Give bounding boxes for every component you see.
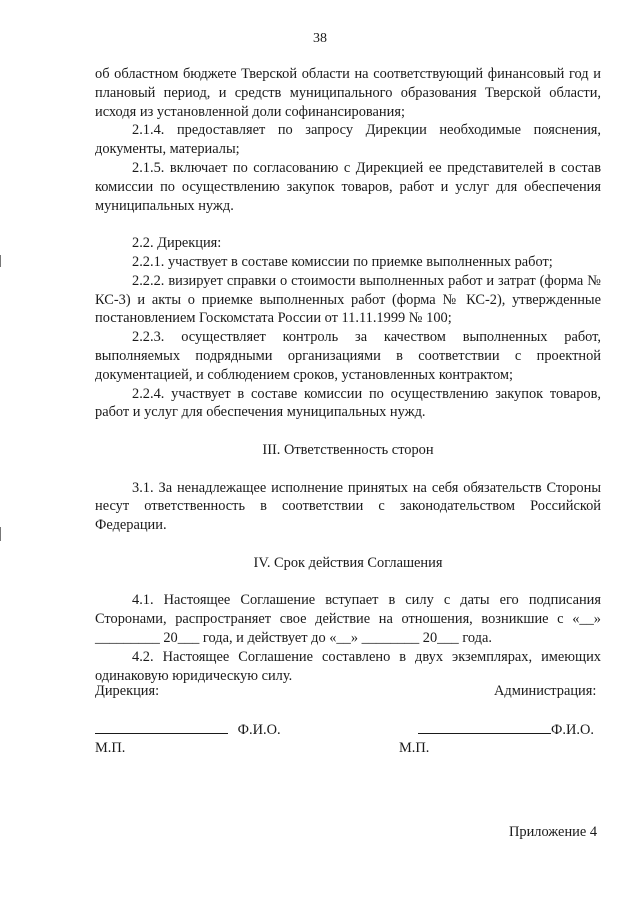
clause-3-1: 3.1. За ненадлежащее исполнение принятых на себя обязательств Стороны несут ответственность в соответствии с законодательством Российской Федерации. [95,479,601,534]
stamp-left: М.П. [95,740,126,756]
signature-line [95,733,228,734]
signature-left-label: Дирекция: [95,683,160,699]
signature-line [418,733,551,734]
scan-edge-mark [0,527,1,541]
fio-label-left: Ф.И.О. [237,722,281,738]
clause-4-1-dates: _________ 20___ года, и действует до «__» ________ 20___ года. [95,629,492,646]
clause-4-1 [95,591,601,647]
clause-4-1-text: 4.1. Настоящее Соглашение вступает в силу с даты его подписания Сторонами, распространяет свое действие на отношения, возникшие с «__» [95,592,601,628]
page-number: 38 [313,31,327,46]
stamp-right: М.П. [399,740,430,756]
appendix-label: Приложение 4 [509,824,598,840]
section-heading-3: III. Ответственность сторон [262,441,434,458]
document-body [95,65,601,685]
clause-2-1-4: 2.1.4. предоставляет по запросу Дирекции необходимые пояснения, документы, материалы; [95,122,601,158]
paragraph-intro: об областном бюджете Тверской области на соответствующий финансовый год и плановый период, и средств муниципального образования Тверской области, исходя из установленной доли софинансирования; [95,66,601,120]
clause-2-2-4: 2.2.4. участвует в составе комиссии по осуществлению закупок товаров, работ и услуг для обеспечения муниципальных нужд. [95,385,601,421]
clause-2-2: 2.2. Дирекция: [132,235,222,252]
clause-2-2-3: 2.2.3. осуществляет контроль за качеством выполненных работ, выполняемых подрядными организациями в соответствии с проектной документацией, и соблюдением сроков, установленных контрактом; [95,329,601,383]
clause-4-2: 4.2. Настоящее Соглашение составлено в двух экземплярах, имеющих одинаковую юридическую силу. [95,648,601,684]
signature-right-line [418,722,594,739]
signature-right-label: Администрация: [494,683,597,699]
clause-2-2-2: 2.2.2. визирует справки о стоимости выполненных работ и затрат (форма № КС-3) и акты о приемке выполненных работ (форма № КС-2), утвержденные постановлением Госкомстата России от 11.11.1999 № 100; [95,272,601,327]
scan-edge-mark [0,255,1,267]
fio-label-right: Ф.И.О. [551,722,594,738]
clause-2-1-5: 2.1.5. включает по согласованию с Дирекцией ее представителей в состав комиссии по осуществлению закупок товаров, работ и услуг для обеспечения муниципальных нужд. [95,159,601,214]
section-heading-4: IV. Срок действия Соглашения [253,554,443,571]
clause-2-2-1: 2.2.1. участвует в составе комиссии по приемке выполненных работ; [132,253,553,270]
signature-left-line [95,722,281,739]
